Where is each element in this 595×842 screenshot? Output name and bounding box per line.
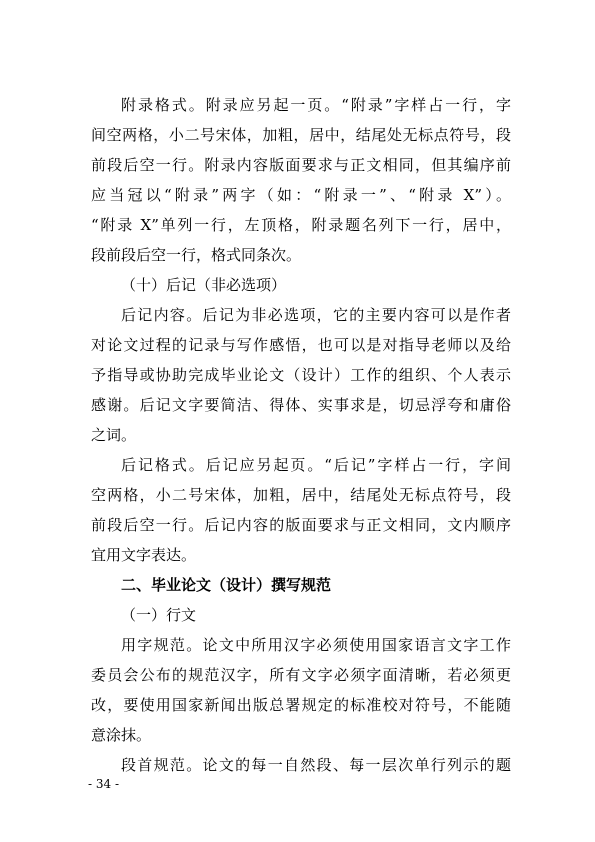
text-line: 段首规范。论文的每一自然段、每一层次单行列示的题 [121,756,511,774]
text-line: 前段后空一行。附录内容版面要求与正文相同，但其编序前 [91,156,511,174]
text-line: 用字规范。论文中所用汉字必须使用国家语言文字工作 [121,636,511,654]
text-line: 后记内容。后记为非必选项，它的主要内容可以是作者 [121,306,511,324]
text-line: 间空两格，小二号宋体，加粗，居中，结尾处无标点符号，段 [91,126,511,144]
text-line: 宜用文字表达。 [91,546,197,564]
page-number: - 34 - [88,777,120,791]
text-line: 改，要使用国家新闻出版总署规定的标准校对符号，不能随 [91,696,511,714]
text-line: 委员会公布的规范汉字，所有文字必须字面清晰，若必须更 [91,666,511,684]
text-line: 之词。 [91,426,137,444]
text-line: 附录格式。附录应另起一页。“附录”字样占一行，字 [121,96,511,114]
section-heading: （十）后记（非必选项） [121,276,287,294]
text-line: 意涂抹。 [91,726,152,744]
chapter-heading: 二、毕业论文（设计）撰写规范 [121,576,332,594]
text-line: 予指导或协助完成毕业论文（设计）工作的组织、个人表示 [91,366,511,384]
text-line: 段前段后空一行，格式同条次。 [91,246,302,264]
text-line: 空两格，小二号宋体，加粗，居中，结尾处无标点符号，段 [91,486,511,504]
text-line: “附录 X”单列一行，左顶格，附录题名列下一行，居中， [91,216,511,234]
text-line: 感谢。后记文字要简洁、得体、实事求是，切忌浮夸和庸俗 [91,396,511,414]
section-heading: （一）行文 [121,606,197,624]
text-line: 后记格式。后记应另起页。“后记”字样占一行，字间 [121,456,511,474]
text-line: 应当冠以“附录”两字（如：“附录一”、“附录 X”）。 [91,186,511,204]
text-line: 对论文过程的记录与写作感悟，也可以是对指导老师以及给 [91,336,511,354]
text-line: 前段后空一行。后记内容的版面要求与正文相同，文内顺序 [91,516,511,534]
